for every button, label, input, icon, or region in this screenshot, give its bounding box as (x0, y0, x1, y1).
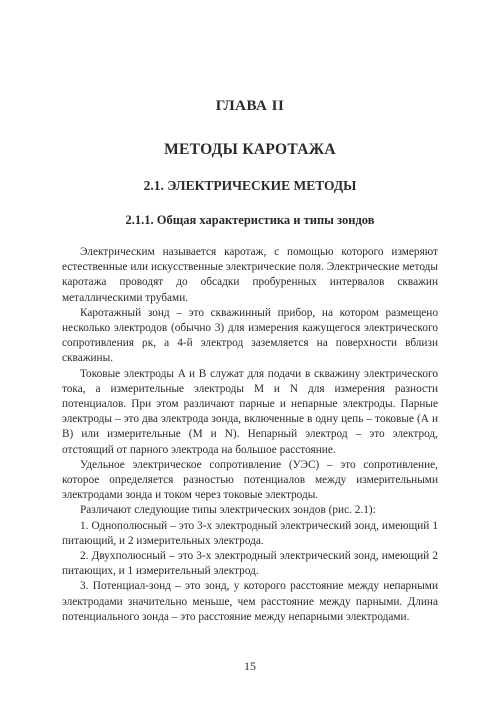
body-text (62, 245, 438, 625)
paragraph: Различают следующие типы электрических зондов (рис. 2.1): (80, 504, 376, 517)
paragraph: Каротажный зонд – это скважинный прибор, на котором размещено несколько электродов (обычно 3) для измерения кажущегося электрического сопротивления ρк, а 4-й электрод заземляется на поверхности вблизи скважины. (62, 306, 438, 365)
paragraph: Электрическим называется каротаж, с помощью которого измеряют естественные или искусственные электрические поля. Электрические методы каротажа проводят до обсадки пробуренных интервалов скважин металлическими трубами. (62, 246, 438, 304)
chapter-title: МЕТОДЫ КАРОТАЖА (164, 141, 336, 158)
paragraph: Удельное электрическое сопротивление (УЭС) – это сопротивление, которое определяется разностью потенциалов между измерительными электродами зонда и током через токовые электроды. (62, 458, 438, 502)
paragraph: Токовые электроды A и B служат для подачи в скважину электрического тока, а измерительные электроды M и N для измерения разности потенциалов. При этом различают парные и непарные электроды. Парные электроды – это два электрода зонда, включенные в одну цепь – токовые (А и В) или измерительные (М и N). Непарный электрод – это электрод, отстоящий от парного электрода на большое расстояние. (62, 367, 438, 456)
paragraph: 1. Однополюсный – это 3-х электродный электрический зонд, имеющий 1 питающий, и 2 измерительных электрода. (62, 519, 438, 547)
paragraph: 2. Двухполюсный – это 3-х электродный электрический зонд, имеющий 2 питающих, и 1 измерительный электрод. (62, 550, 438, 578)
chapter-heading: ГЛАВА II (215, 98, 285, 114)
subsection-heading: 2.1.1. Общая характеристика и типы зондов (125, 213, 375, 227)
section-heading: 2.1. ЭЛЕКТРИЧЕСКИЕ МЕТОДЫ (143, 178, 357, 193)
page-number: 15 (244, 659, 256, 673)
paragraph: 3. Потенциал-зонд – это зонд, у которого расстояние между непарными электродами значительно меньше, чем расстояние между парными. Длина потенциального зонда – это расстояние между непарными электродами. (62, 580, 438, 623)
